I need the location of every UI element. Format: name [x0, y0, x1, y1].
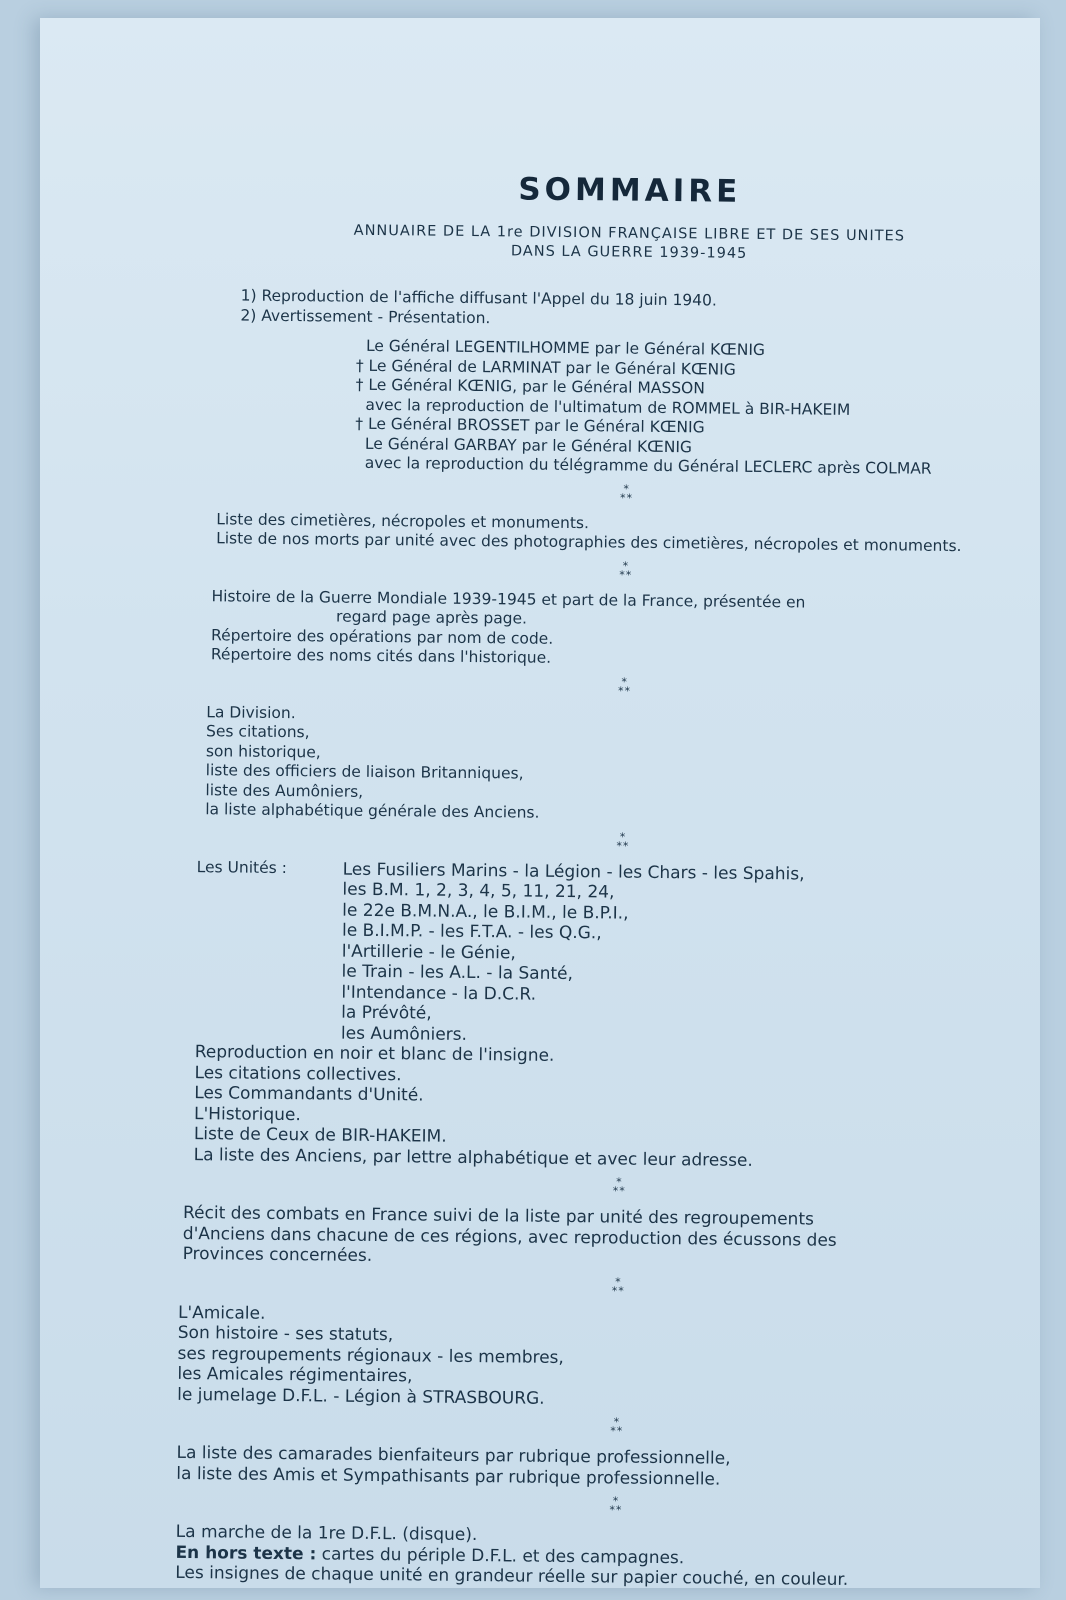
units-item: les B.M. 1, 2, 3, 4, 5, 11, 21, 24,: [342, 879, 615, 903]
section-separator: * **: [617, 675, 632, 698]
history-section: [185, 586, 1066, 673]
combats-item: Provinces concernées.: [182, 1243, 373, 1266]
units-item: l'Artillerie - le Génie,: [341, 941, 516, 963]
section-separator: * **: [616, 830, 630, 853]
section-separator: * **: [611, 1275, 625, 1298]
amicale-item: le jumelage D.F.L. - Légion à STRASBOURG.: [177, 1384, 545, 1409]
combats-section: [179, 1203, 1060, 1274]
history-item: Histoire de la Guerre Mondiale 1939-1945 et part de la France, présentée en: [211, 586, 806, 611]
book-page: [40, 18, 1040, 1588]
intro-item: 2) Avertissement - Présentation.: [240, 306, 491, 327]
division-item: liste des Aumôniers,: [205, 780, 364, 801]
subtitle-line: DANS LA GUERRE 1939-1945: [510, 243, 748, 262]
units-list: [341, 859, 805, 1048]
division-item: liste des officiers de liaison Britanniques,: [205, 761, 524, 783]
amicale-item: L'Amicale.: [177, 1302, 266, 1324]
intro-item: 1) Reproduction de l'affiche diffusant l'Appel du 18 juin 1940.: [240, 286, 717, 310]
final-item: La marche de la 1re D.F.L. (disque).: [175, 1521, 478, 1546]
section-separator: * **: [609, 1494, 623, 1517]
units-item: le B.I.M.P. - les F.T.A. - les Q.G.,: [341, 920, 602, 944]
section-separator: * **: [619, 559, 633, 582]
cemeteries-item: Liste des cimetières, nécropoles et monuments.: [216, 509, 590, 532]
section-separator: * **: [620, 482, 634, 505]
generals-item: Le Général GARBAY par le Général KŒNIG: [355, 434, 693, 456]
subtitle-line: ANNUAIRE DE LA 1re DIVISION FRANÇAISE LIBRE ET DE SES UNITES: [353, 222, 906, 245]
section-separator: * **: [610, 1415, 624, 1438]
units-item: les Aumôniers.: [340, 1023, 468, 1045]
history-item: Répertoire des noms cités dans l'historique.: [210, 645, 552, 667]
combats-item: Récit des combats en France suivi de la liste par unité des regroupements: [182, 1202, 815, 1230]
units-row: [195, 858, 1063, 1052]
generals-item: † Le Général de LARMINAT par le Général KŒNIG: [355, 356, 736, 379]
units-after-item: Liste de Ceux de BIR-HAKEIM.: [193, 1124, 447, 1147]
amicale-item: les Amicales régimentaires,: [177, 1363, 413, 1387]
generals-item: avec la reproduction du télégramme du Général LECLERC après COLMAR: [354, 453, 932, 478]
division-item: Ses citations,: [206, 722, 310, 742]
division-item: La Division.: [206, 702, 296, 722]
amicale-section: [177, 1302, 1058, 1414]
units-after-item: Les Commandants d'Unité.: [194, 1083, 424, 1106]
units-after-item: L'Historique.: [193, 1103, 301, 1125]
units-after-item: Les citations collectives.: [194, 1062, 402, 1085]
combats-item: d'Anciens dans chacune de ces régions, avec reproduction des écussons des: [182, 1223, 837, 1251]
amicale-item: ses regroupements régionaux - les membres,: [177, 1343, 564, 1368]
page-title: SOMMAIRE: [518, 171, 742, 210]
units-after-item: Reproduction en noir et blanc de l'insigne.: [194, 1042, 555, 1066]
generals-item: † Le Général KŒNIG, par le Général MASSON: [355, 375, 705, 398]
final-item: Les insignes de chaque unité en grandeur réelle sur papier couché, en couleur.: [175, 1562, 849, 1590]
units-section: [180, 857, 1063, 1174]
hors-texte-label: En hors texte :: [175, 1542, 317, 1564]
division-item: la liste alphabétique générale des Anciens.: [205, 800, 540, 822]
history-item: Répertoire des opérations par nom de code.: [211, 625, 554, 648]
generals-item: Le Général LEGENTILHOMME par le Général KŒNIG: [356, 336, 766, 360]
cemeteries-section: [186, 509, 1066, 557]
generals-list: [187, 335, 1066, 481]
bienfaiteurs-item: La liste des camarades bienfaiteurs par rubrique professionnelle,: [176, 1442, 731, 1469]
bienfaiteurs-section: [176, 1443, 1056, 1493]
subtitle: [189, 220, 1066, 267]
history-item: regard page après page.: [321, 607, 528, 628]
division-item: son historique,: [205, 741, 321, 761]
units-item: le 22e B.M.N.A., le B.I.M., le B.P.I.,: [342, 900, 629, 924]
bienfaiteurs-item: la liste des Amis et Sympathisants par rubrique professionnelle.: [176, 1463, 721, 1490]
units-after-item: La liste des Anciens, par lettre alphabétique et avec leur adresse.: [193, 1144, 753, 1171]
final-section: [175, 1522, 1056, 1593]
units-after-list: [194, 1042, 1061, 1174]
units-item: la Prévôté,: [341, 1002, 432, 1024]
units-label: Les Unités :: [196, 857, 287, 877]
hors-texte-text: cartes du périple D.F.L. et des campagnes.: [316, 1543, 685, 1568]
units-item: Les Fusiliers Marins - la Légion - les Chars - les Spahis,: [342, 859, 805, 884]
amicale-item: Son histoire - ses statuts,: [177, 1322, 394, 1346]
units-item: le Train - les A.L. - la Santé,: [341, 961, 574, 985]
cemeteries-item: Liste de nos morts par unité avec des photographies des cimetières, nécropoles et monuments.: [216, 529, 962, 556]
table-of-contents: [175, 168, 1066, 1593]
division-section: [183, 702, 1064, 828]
generals-item: avec la reproduction de l'ultimatum de ROMMEL à BIR-HAKEIM: [355, 395, 851, 419]
section-separator: * **: [612, 1175, 626, 1198]
units-item: l'Intendance - la D.C.R.: [341, 982, 537, 1005]
generals-item: † Le Général BROSSET par le Général KŒNIG: [355, 414, 705, 437]
